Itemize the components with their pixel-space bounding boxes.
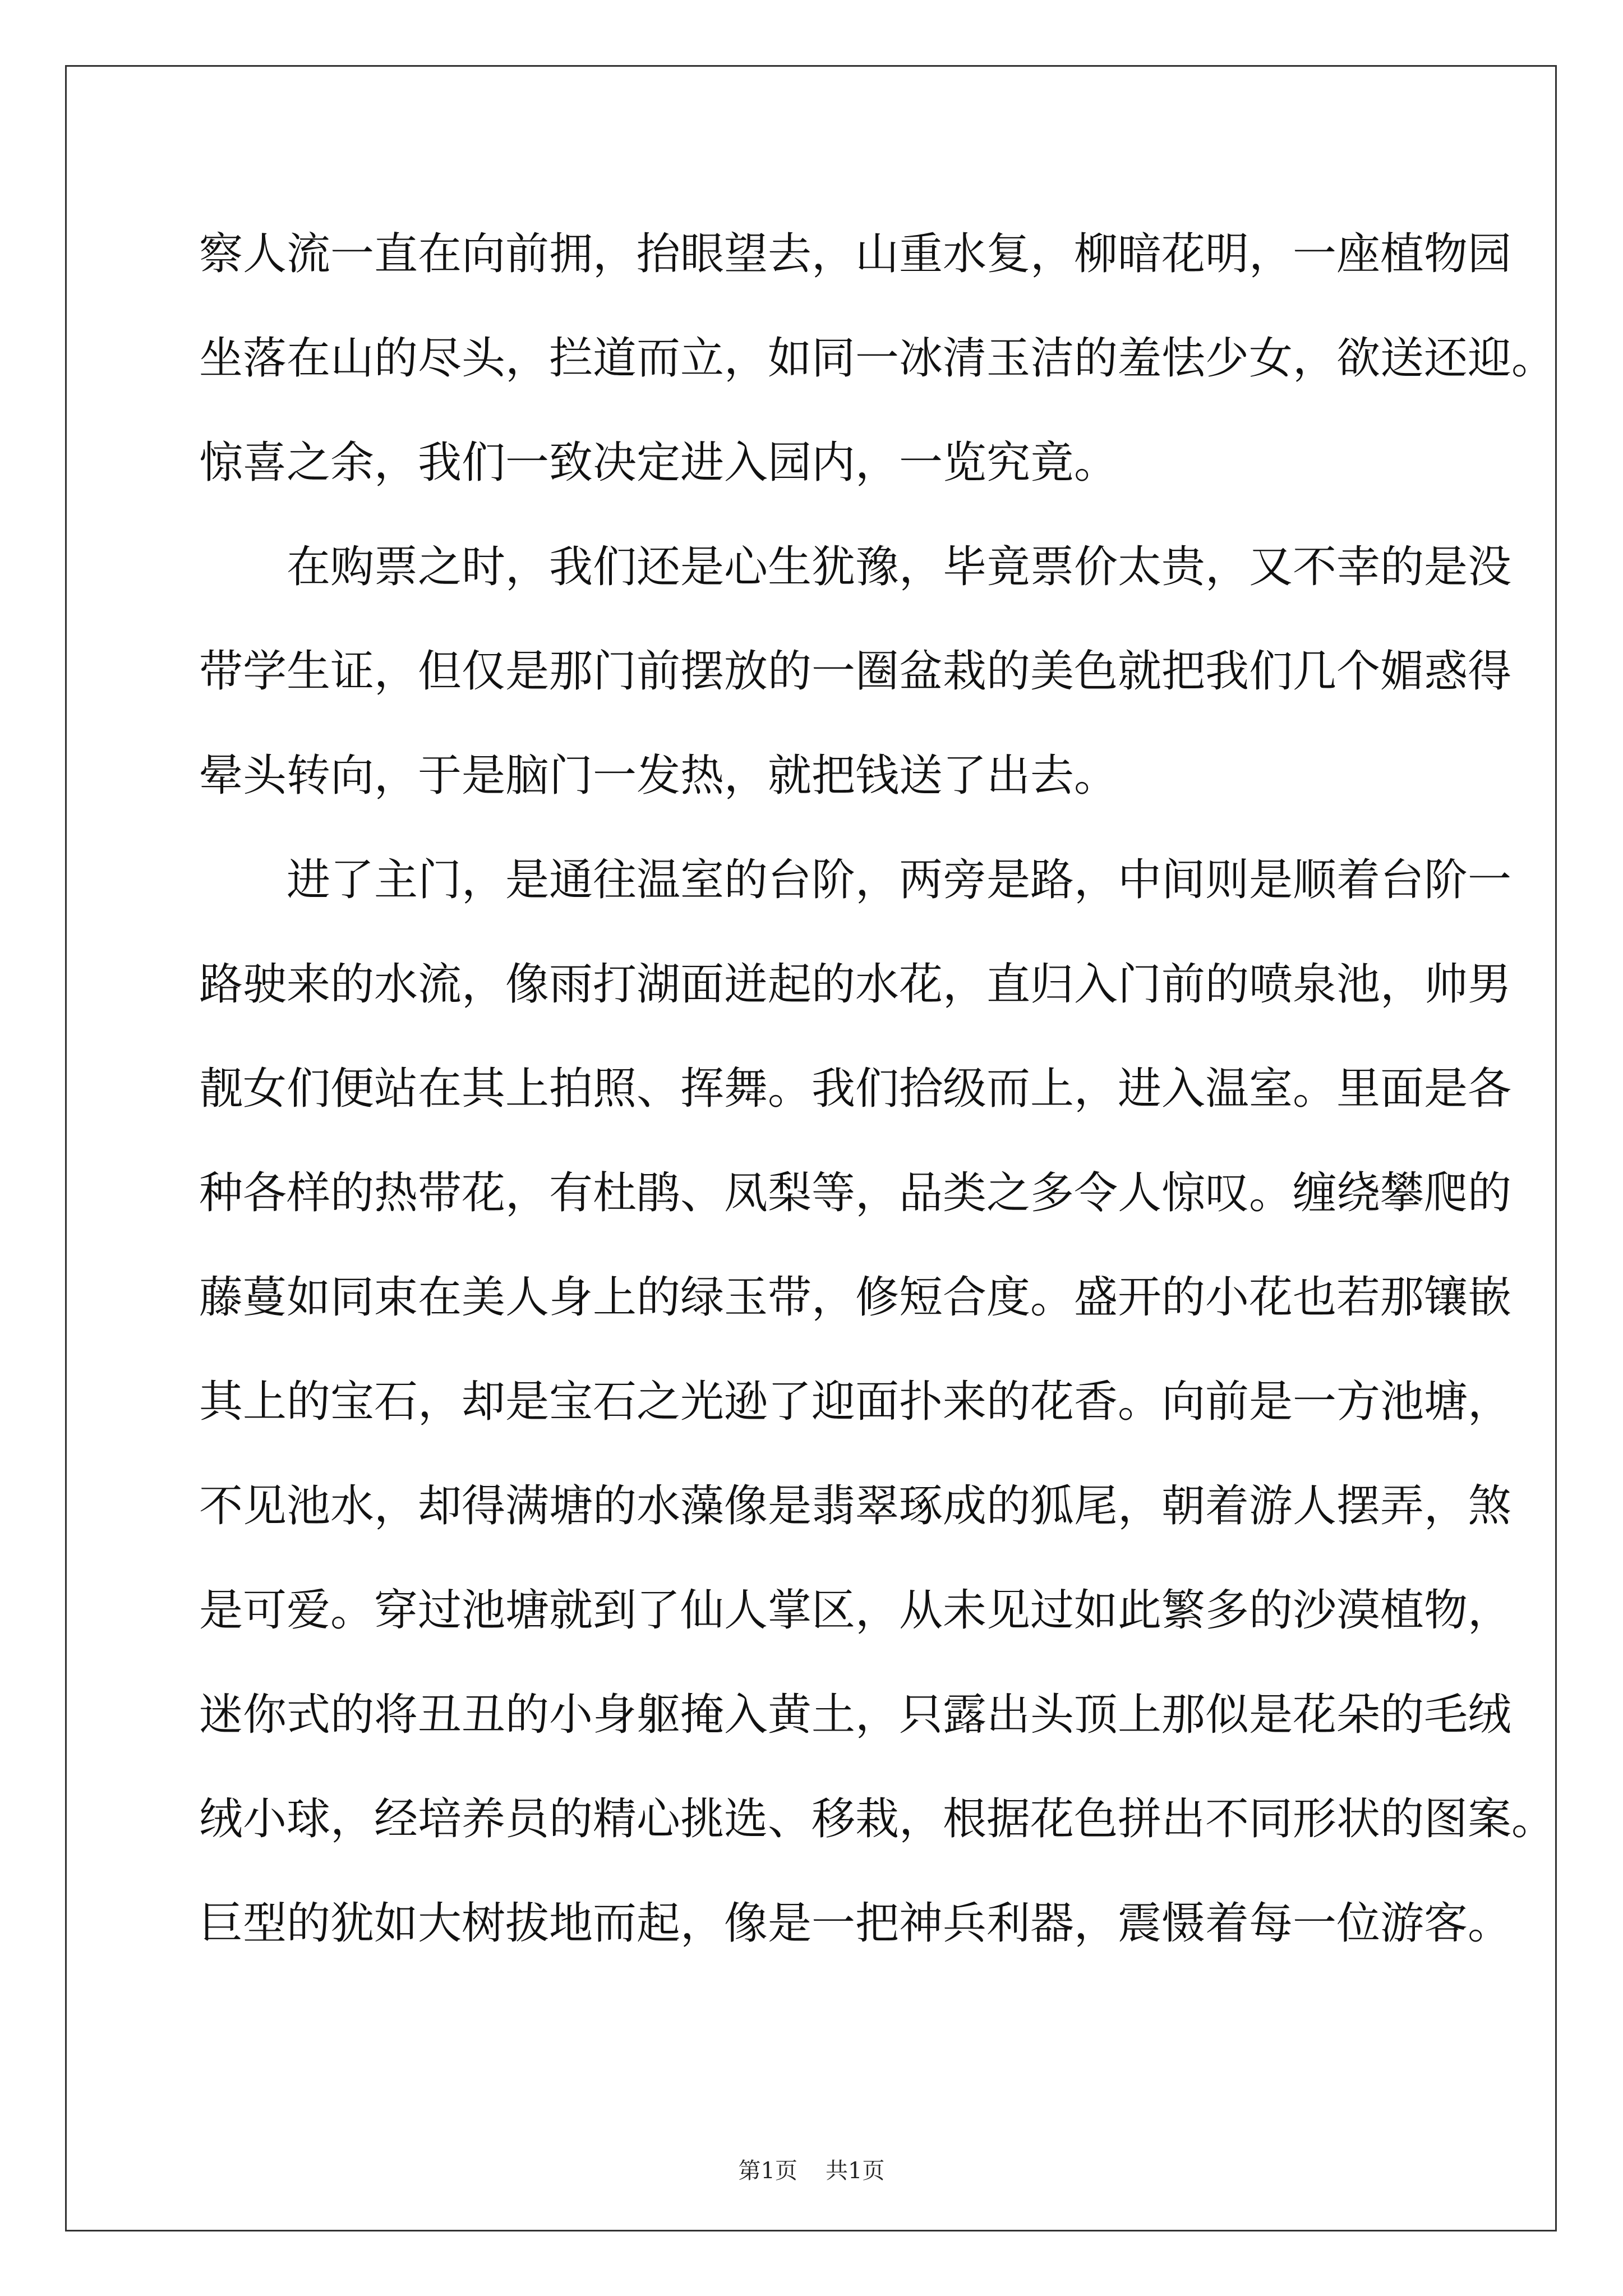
text-line: 晕头转向，于是脑门一发热，就把钱送了出去。 bbox=[199, 751, 1118, 801]
paragraph-start-line: 在购票之时，我们还是心生犹豫，毕竟票价太贵，又不幸的是没 bbox=[287, 542, 1512, 592]
text-line: 惊喜之余，我们一致决定进入园内，一览究竟。 bbox=[199, 438, 1118, 488]
text-line: 藤蔓如同束在美人身上的绿玉带，修短合度。盛开的小花也若那镶嵌 bbox=[199, 1272, 1512, 1323]
text-line: 其上的宝石，却是宝石之光逊了迎面扑来的花香。向前是一方池塘， bbox=[199, 1377, 1512, 1427]
text-line: 巨型的犹如大树拔地而起，像是一把神兵利器，震慑着每一位游客。 bbox=[199, 1898, 1512, 1949]
text-line: 种各样的热带花，有杜鹃、凤梨等，品类之多令人惊叹。缠绕攀爬的 bbox=[199, 1168, 1512, 1218]
page-total: 共1页 bbox=[826, 2158, 885, 2184]
text-line: 察人流一直在向前拥，抬眼望去，山重水复，柳暗花明，一座植物园 bbox=[199, 229, 1512, 279]
text-line: 靓女们便站在其上拍照、挥舞。我们拾级而上，进入温室。里面是各 bbox=[199, 1064, 1512, 1114]
text-line: 是可爱。穿过池塘就到了仙人掌区，从未见过如此繁多的沙漠植物， bbox=[199, 1585, 1512, 1636]
text-line: 不见池水，却得满塘的水藻像是翡翠琢成的狐尾，朝着游人摆弄，煞 bbox=[199, 1481, 1512, 1531]
text-line: 带学生证，但仅是那门前摆放的一圈盆栽的美色就把我们几个媚惑得 bbox=[199, 646, 1512, 697]
paragraph-start-line: 进了主门，是通往温室的台阶，两旁是路，中间则是顺着台阶一 bbox=[287, 855, 1512, 905]
text-line: 路驶来的水流，像雨打湖面迸起的水花，直归入门前的喷泉池，帅男 bbox=[199, 959, 1512, 1010]
text-line: 迷你式的将丑丑的小身躯掩入黄土，只露出头顶上那似是花朵的毛绒 bbox=[199, 1690, 1512, 1740]
page-footer bbox=[0, 2154, 1623, 2188]
text-line: 绒小球，经培养员的精心挑选、移栽，根据花色拼出不同形状的图案。 bbox=[199, 1794, 1556, 1844]
text-line: 坐落在山的尽头，拦道而立，如同一冰清玉洁的羞怯少女，欲送还迎。 bbox=[199, 333, 1556, 384]
body-text bbox=[199, 202, 1556, 1976]
page-number: 第1页 bbox=[738, 2158, 797, 2184]
